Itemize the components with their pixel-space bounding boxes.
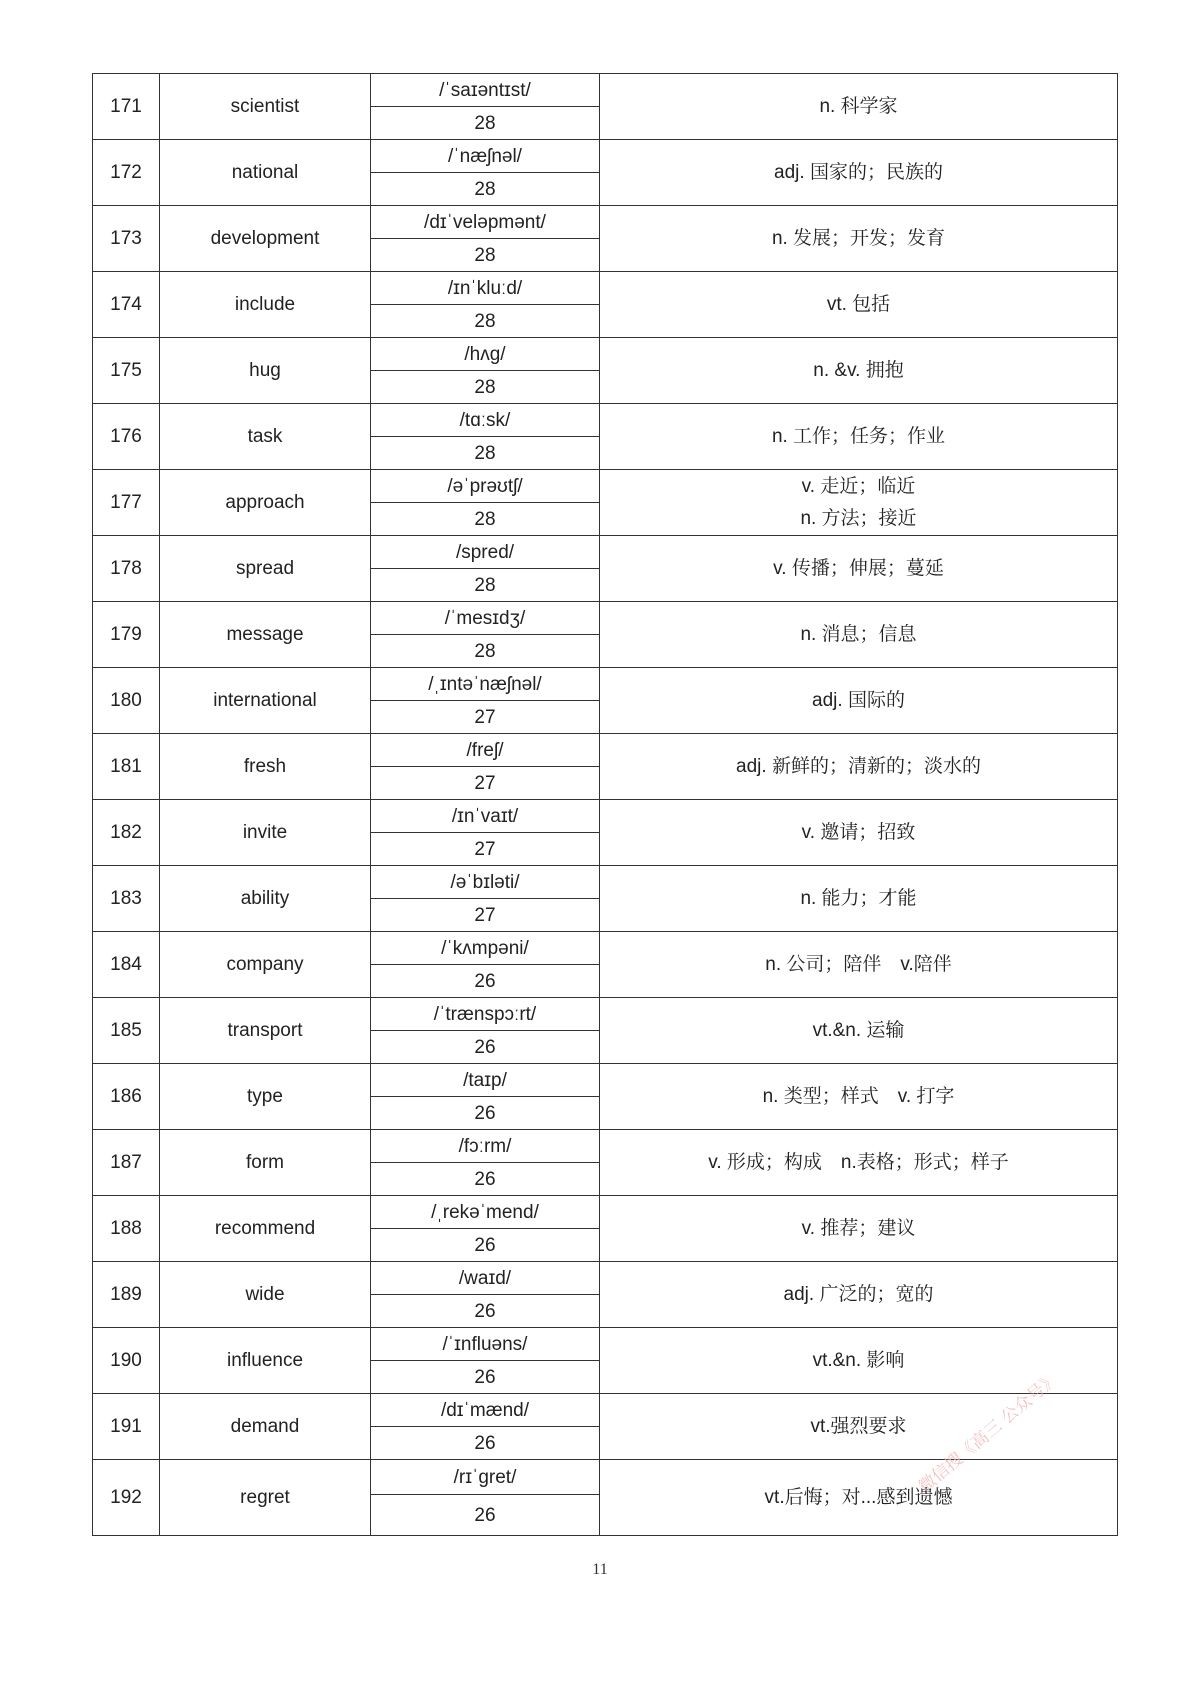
entry-number: 188 bbox=[93, 1196, 160, 1262]
entry-phonetic: /ˌrekəˈmend/ bbox=[371, 1196, 600, 1229]
entry-phonetic: /ˈmesɪdʒ/ bbox=[371, 602, 600, 635]
table-row bbox=[93, 800, 1118, 833]
entry-number: 171 bbox=[93, 74, 160, 140]
entry-phonetic: /əˈprəʊtʃ/ bbox=[371, 470, 600, 503]
meaning-line: n. 方法；接近 bbox=[800, 507, 917, 529]
entry-word: form bbox=[160, 1130, 371, 1196]
entry-frequency: 28 bbox=[371, 503, 600, 536]
entry-number: 174 bbox=[93, 272, 160, 338]
meaning-line: n. 消息；信息 bbox=[800, 623, 917, 645]
table-row bbox=[93, 140, 1118, 173]
entry-phonetic: /taɪp/ bbox=[371, 1064, 600, 1097]
meaning-line: v. 形成；构成 n.表格；形式；样子 bbox=[708, 1151, 1009, 1173]
entry-frequency: 28 bbox=[371, 635, 600, 668]
table-row bbox=[93, 1196, 1118, 1229]
meaning-line: n. &v. 拥抱 bbox=[813, 359, 904, 381]
table-row bbox=[93, 206, 1118, 239]
table-row bbox=[93, 338, 1118, 371]
entry-frequency: 26 bbox=[371, 1229, 600, 1262]
entry-number: 186 bbox=[93, 1064, 160, 1130]
entry-meaning bbox=[600, 866, 1118, 932]
entry-phonetic: /waɪd/ bbox=[371, 1262, 600, 1295]
entry-word: national bbox=[160, 140, 371, 206]
entry-meaning bbox=[600, 1460, 1118, 1536]
table-row bbox=[93, 602, 1118, 635]
meaning-line: v. 邀请；招致 bbox=[801, 821, 916, 843]
entry-frequency: 28 bbox=[371, 437, 600, 470]
entry-number: 179 bbox=[93, 602, 160, 668]
table-row bbox=[93, 404, 1118, 437]
entry-word: influence bbox=[160, 1328, 371, 1394]
entry-meaning bbox=[600, 1064, 1118, 1130]
entry-phonetic: /ˈkʌmpəni/ bbox=[371, 932, 600, 965]
meaning-line: n. 工作；任务；作业 bbox=[771, 425, 946, 447]
meaning-line: n. 科学家 bbox=[819, 95, 898, 117]
entry-frequency: 26 bbox=[371, 1295, 600, 1328]
entry-number: 182 bbox=[93, 800, 160, 866]
table-row bbox=[93, 932, 1118, 965]
entry-word: transport bbox=[160, 998, 371, 1064]
entry-meaning bbox=[600, 272, 1118, 338]
table-row bbox=[93, 668, 1118, 701]
entry-frequency: 28 bbox=[371, 569, 600, 602]
meaning-line: vt.强烈要求 bbox=[810, 1415, 907, 1437]
entry-meaning bbox=[600, 1130, 1118, 1196]
entry-phonetic: /rɪˈgret/ bbox=[371, 1460, 600, 1495]
table-row bbox=[93, 734, 1118, 767]
entry-phonetic: /hʌg/ bbox=[371, 338, 600, 371]
entry-phonetic: /ˈtrænspɔːrt/ bbox=[371, 998, 600, 1031]
entry-frequency: 27 bbox=[371, 899, 600, 932]
entry-meaning bbox=[600, 1196, 1118, 1262]
entry-meaning bbox=[600, 338, 1118, 404]
entry-word: demand bbox=[160, 1394, 371, 1460]
entry-number: 181 bbox=[93, 734, 160, 800]
entry-meaning bbox=[600, 206, 1118, 272]
entry-meaning bbox=[600, 932, 1118, 998]
entry-frequency: 26 bbox=[371, 965, 600, 998]
table-row bbox=[93, 866, 1118, 899]
entry-meaning bbox=[600, 470, 1118, 536]
entry-word: regret bbox=[160, 1460, 371, 1536]
meaning-line: v. 传播；伸展；蔓延 bbox=[773, 557, 944, 579]
entry-phonetic: /dɪˈveləpmənt/ bbox=[371, 206, 600, 239]
entry-word: development bbox=[160, 206, 371, 272]
table-row bbox=[93, 536, 1118, 569]
entry-word: wide bbox=[160, 1262, 371, 1328]
entry-phonetic: /ˈsaɪəntɪst/ bbox=[371, 74, 600, 107]
entry-word: company bbox=[160, 932, 371, 998]
entry-phonetic: /tɑːsk/ bbox=[371, 404, 600, 437]
table-row bbox=[93, 1130, 1118, 1163]
entry-meaning bbox=[600, 536, 1118, 602]
meaning-line: adj. 国际的 bbox=[812, 689, 905, 711]
table-row bbox=[93, 470, 1118, 503]
entry-frequency: 27 bbox=[371, 701, 600, 734]
entry-number: 184 bbox=[93, 932, 160, 998]
entry-word: approach bbox=[160, 470, 371, 536]
entry-meaning bbox=[600, 140, 1118, 206]
entry-meaning bbox=[600, 800, 1118, 866]
entry-number: 175 bbox=[93, 338, 160, 404]
entry-number: 187 bbox=[93, 1130, 160, 1196]
table-row bbox=[93, 1328, 1118, 1361]
table-row bbox=[93, 998, 1118, 1031]
entry-frequency: 26 bbox=[371, 1495, 600, 1536]
table-row bbox=[93, 74, 1118, 107]
table-row bbox=[93, 1064, 1118, 1097]
entry-frequency: 28 bbox=[371, 371, 600, 404]
entry-number: 180 bbox=[93, 668, 160, 734]
entry-word: fresh bbox=[160, 734, 371, 800]
entry-phonetic: /ˈnæʃnəl/ bbox=[371, 140, 600, 173]
entry-frequency: 26 bbox=[371, 1163, 600, 1196]
meaning-line: vt.&n. 影响 bbox=[812, 1349, 905, 1371]
meaning-line: n. 能力；才能 bbox=[800, 887, 917, 909]
entry-frequency: 28 bbox=[371, 239, 600, 272]
meaning-line: n. 类型；样式 v. 打字 bbox=[762, 1085, 955, 1107]
entry-number: 177 bbox=[93, 470, 160, 536]
meaning-line: v. 推荐；建议 bbox=[801, 1217, 916, 1239]
entry-word: ability bbox=[160, 866, 371, 932]
entry-phonetic: /əˈbɪləti/ bbox=[371, 866, 600, 899]
entry-word: international bbox=[160, 668, 371, 734]
meaning-line: vt. 包括 bbox=[826, 293, 891, 315]
entry-meaning bbox=[600, 734, 1118, 800]
entry-number: 189 bbox=[93, 1262, 160, 1328]
entry-phonetic: /fɔːrm/ bbox=[371, 1130, 600, 1163]
entry-word: invite bbox=[160, 800, 371, 866]
entry-meaning bbox=[600, 74, 1118, 140]
meaning-line: adj. 新鲜的；清新的；淡水的 bbox=[736, 755, 981, 777]
entry-meaning bbox=[600, 998, 1118, 1064]
entry-meaning bbox=[600, 404, 1118, 470]
vocabulary-table-body bbox=[93, 74, 1118, 1536]
meaning-line: vt.后悔；对...感到遗憾 bbox=[764, 1486, 953, 1508]
entry-word: scientist bbox=[160, 74, 371, 140]
entry-frequency: 28 bbox=[371, 107, 600, 140]
entry-number: 190 bbox=[93, 1328, 160, 1394]
entry-number: 172 bbox=[93, 140, 160, 206]
meaning-line: n. 公司；陪伴 v.陪伴 bbox=[765, 953, 952, 975]
table-row bbox=[93, 272, 1118, 305]
meaning-line: n. 发展；开发；发育 bbox=[771, 227, 946, 249]
entry-number: 173 bbox=[93, 206, 160, 272]
entry-number: 192 bbox=[93, 1460, 160, 1536]
entry-number: 183 bbox=[93, 866, 160, 932]
entry-frequency: 27 bbox=[371, 833, 600, 866]
meaning-line: adj. 广泛的；宽的 bbox=[783, 1283, 934, 1305]
entry-frequency: 28 bbox=[371, 305, 600, 338]
page-number: 11 bbox=[592, 1561, 608, 1578]
entry-meaning bbox=[600, 1262, 1118, 1328]
entry-number: 176 bbox=[93, 404, 160, 470]
entry-word: spread bbox=[160, 536, 371, 602]
entry-frequency: 27 bbox=[371, 767, 600, 800]
entry-word: type bbox=[160, 1064, 371, 1130]
entry-word: message bbox=[160, 602, 371, 668]
entry-phonetic: /ˈɪnfluəns/ bbox=[371, 1328, 600, 1361]
meaning-line: v. 走近；临近 bbox=[801, 475, 916, 497]
meaning-line: vt.&n. 运输 bbox=[812, 1019, 905, 1041]
entry-meaning bbox=[600, 602, 1118, 668]
entry-phonetic: /spred/ bbox=[371, 536, 600, 569]
entry-phonetic: /ˌɪntəˈnæʃnəl/ bbox=[371, 668, 600, 701]
entry-frequency: 26 bbox=[371, 1031, 600, 1064]
entry-phonetic: /dɪˈmænd/ bbox=[371, 1394, 600, 1427]
entry-number: 185 bbox=[93, 998, 160, 1064]
entry-meaning bbox=[600, 668, 1118, 734]
entry-word: include bbox=[160, 272, 371, 338]
entry-word: recommend bbox=[160, 1196, 371, 1262]
meaning-line: adj. 国家的；民族的 bbox=[774, 161, 943, 183]
entry-word: hug bbox=[160, 338, 371, 404]
entry-phonetic: /ɪnˈvaɪt/ bbox=[371, 800, 600, 833]
entry-frequency: 26 bbox=[371, 1097, 600, 1130]
entry-frequency: 28 bbox=[371, 173, 600, 206]
entry-frequency: 26 bbox=[371, 1427, 600, 1460]
table-row bbox=[93, 1394, 1118, 1427]
entry-number: 178 bbox=[93, 536, 160, 602]
watermark-text: 微信搜《高三 公众号》 bbox=[915, 1369, 1063, 1498]
entry-word: task bbox=[160, 404, 371, 470]
table-row bbox=[93, 1262, 1118, 1295]
entry-phonetic: /ɪnˈkluːd/ bbox=[371, 272, 600, 305]
entry-number: 191 bbox=[93, 1394, 160, 1460]
entry-phonetic: /freʃ/ bbox=[371, 734, 600, 767]
vocabulary-table bbox=[92, 73, 1118, 1536]
entry-frequency: 26 bbox=[371, 1361, 600, 1394]
